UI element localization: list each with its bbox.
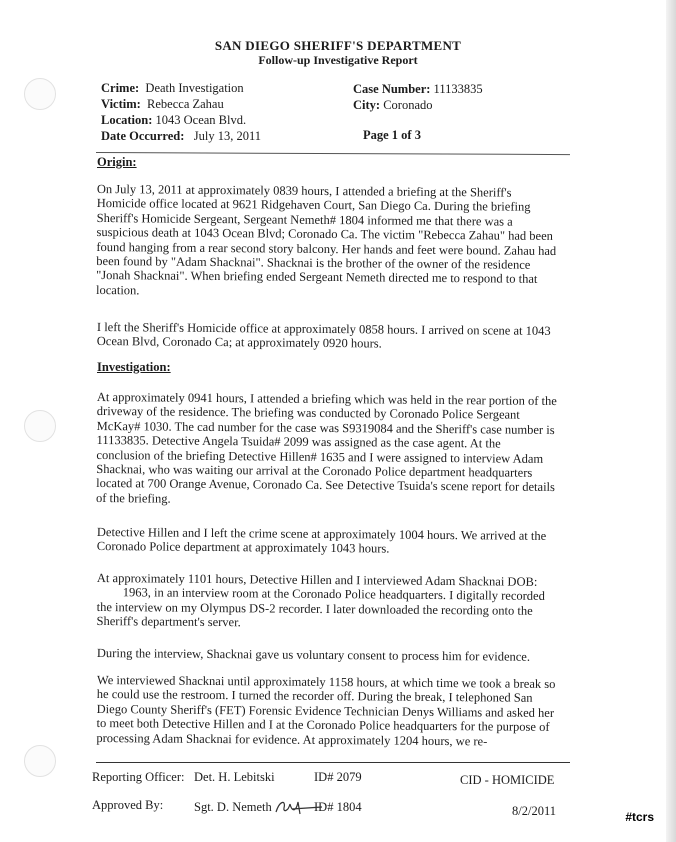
origin-paragraph-2	[97, 320, 557, 353]
origin-heading: Origin:	[97, 155, 137, 169]
investigation-text-3a: At approximately 1101 hours, Detective Hillen and I interviewed Adam Shacknai DOB:	[96, 571, 538, 589]
approved-date: 8/2/2011	[512, 804, 556, 818]
punch-hole-middle	[24, 410, 56, 442]
investigation-text-4: During the interview, Shacknai gave us voluntary consent to process him for evidence.	[96, 646, 531, 664]
page-indicator: Page 1 of 3	[363, 128, 421, 142]
investigation-heading: Investigation:	[97, 360, 171, 374]
approved-by-value: Sgt. D. Nemeth	[194, 800, 272, 814]
victim-label: Victim:	[101, 97, 141, 111]
date-label: Date Occurred:	[101, 129, 185, 143]
location-label: Location:	[101, 113, 153, 127]
reporting-officer-label: Reporting Officer:	[92, 770, 185, 784]
investigation-paragraph-2	[97, 525, 557, 558]
location-value: 1043 Ocean Blvd.	[155, 113, 247, 127]
report-type: Follow-up Investigative Report	[258, 53, 418, 67]
unit-label: CID - HOMICIDE	[460, 773, 555, 787]
investigation-text-5: We interviewed Shacknai until approximately 1158 hours, at which time we took a break so he could use the restroom. I turned the recorder off. During the break, I telephoned San Diego County Sheriff's (FET) Forensic Evidence Technician Denys Williams and asked her to meet both Detective Hillen and I at the Coronado Police headquarters for the purpose of processing Adam Shacknai for evidence. At approximately 1204 hours, we re-	[96, 673, 556, 749]
investigation-paragraph-5	[96, 673, 557, 749]
investigation-paragraph-1	[96, 390, 557, 509]
crime-label: Crime:	[101, 81, 140, 95]
case-info-right	[353, 81, 483, 113]
case-info-left	[101, 80, 261, 144]
approved-by-label: Approved By:	[92, 798, 164, 812]
punch-hole-top	[24, 78, 56, 110]
origin-text-2: I left the Sheriff's Homicide office at approximately 0858 hours. I arrived on scene at 1043 Ocean Blvd, Coronado Ca; at approximately 0920 hours.	[96, 320, 551, 351]
reporting-officer-id: ID# 2079	[314, 770, 362, 784]
origin-paragraph-1	[96, 182, 557, 301]
investigation-text-1: At approximately 0941 hours, I attended a briefing which was held in the rear portion of the driveway of the residence. The briefing was conducted by Coronado Police Sergeant McKay# 1030. The cad number for the case was S9319084 and the Sheriff's case number is 11133835. Detective Angela Tsuida# 2099 was assigned as the case agent. At the conclusion of the briefing Detective Hillen# 1635 and I were assigned to interview Adam Shacknai, who was waiting our arrival at the Coronado Police department headquarters located at 700 Orange Avenue, Coronado Ca. See Detective Tsuida's scene report for details of the briefing.	[95, 390, 557, 506]
origin-text-1: On July 13, 2011 at approximately 0839 hours, I attended a briefing at the Sheriff's Homicide office located at 9621 Ridgehaven Court, San Diego Ca. During the briefing Sheriff's Homicide Sergeant, Sergeant Nemeth# 1804 informed me that there was a suspicious death at 1043 Ocean Blvd; Coronado Ca. The victim "Rebecca Zahau" had been found hanging from a rear second story balcony. Her hands and feet were bound. Zahau had been found by "Adam Shacknai". Shacknai is the brother of the owner of the residence "Jonah Shacknai". When briefing ended Sergeant Nemeth directed me to respond to that location.	[95, 182, 557, 298]
reporting-officer-value: Det. H. Lebitski	[194, 770, 275, 784]
punch-hole-bottom	[24, 745, 56, 777]
city-value: Coronado	[383, 98, 433, 112]
header-rule	[96, 152, 570, 155]
watermark-tag: #tcrs	[625, 810, 654, 824]
page-edge	[666, 0, 676, 842]
approved-by-id: ID# 1804	[314, 800, 362, 814]
department-title: SAN DIEGO SHERIFF'S DEPARTMENT	[214, 38, 462, 53]
city-label: City:	[353, 98, 381, 112]
investigation-paragraph-3	[96, 571, 556, 633]
footer-rule	[96, 762, 570, 763]
case-number-value: 11133835	[433, 82, 483, 96]
investigation-text-2: Detective Hillen and I left the crime scene at approximately 1004 hours. We arrived at the Coronado Police department at approximately 1043 hours.	[96, 525, 547, 556]
case-number-label: Case Number:	[353, 82, 431, 96]
investigation-text-3b: 1963, in an interview room at the Coronado Police headquarters. I digitally recorded the interview on my Olympus DS-2 recorder. I later downloaded the recording onto the Sheriff's department's server.	[96, 585, 545, 630]
victim-value: Rebecca Zahau	[147, 97, 224, 111]
investigation-paragraph-4	[97, 646, 557, 664]
crime-value: Death Investigation	[145, 81, 244, 95]
signature-initials	[274, 794, 324, 818]
date-value: July 13, 2011	[193, 129, 262, 143]
